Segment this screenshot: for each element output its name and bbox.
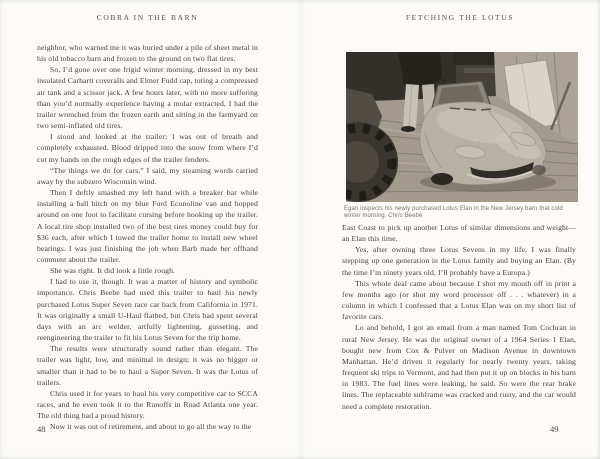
paragraph: East Coast to pick up another Lotus of similar dimensions and weight—an Elan this time. <box>342 223 576 244</box>
paragraph: Yes, after owning three Lotus Sevens in my life, I was finally stepping up one generation in the Lotus family and buying an Elan. (By the time I’m ninety years old, I’ll probably have a Europa.) <box>342 245 576 277</box>
paragraph: Now it was out of retirement, and about to go all the way to the <box>50 422 252 432</box>
paragraph: “The things we do for cars,” I said, my steaming words carried away by the subzero Wisconsin wind. <box>37 165 258 186</box>
paragraph: I stood and looked at the trailer; I was out of breath and completely exhausted. Blood dripped into the snow from where I’d cut my hands on the rough edges of the trailer fenders. <box>37 132 258 164</box>
page-gutter <box>296 0 306 459</box>
left-page-number: 48 <box>37 424 46 434</box>
paragraph: I had to use it, though. It was a matter of history and symbolic importance. Chris Beebe had used this trailer to haul his newly purchased Lotus Super Seven race car back from California in 1971. It was originally a small U-Haul flatbed, but Chris had spent several days with an arc welder, artfully lightening, gusseting, and reengineering the trailer to fit his Lotus Seven for the trip home. <box>37 277 258 343</box>
paragraph: Then I deftly smashed my left hand with a breaker bar while installing a ball hitch on my blue Ford Econoline van and hopped around on one foot to facilitate cursing before hooking up the trailer. A local tire shop installed two of the best tires money could buy for $36 each, after which I towed the trailer home to install new wheel bearings. I was just finishing the job when Barb made her offhand comment about the trailer. <box>37 188 258 264</box>
paragraph: Chris used it for years to haul his very competitive car to SCCA races, and he even took it to the Runoffs in Road Atlanta one year. The old thing had a proud history. <box>37 388 258 421</box>
right-page-number: 49 <box>550 424 559 434</box>
photo-caption <box>344 206 580 220</box>
caption-credit: Chris Beebe <box>388 213 423 219</box>
caption-text: Egan inspects his newly purchased Lotus Elan in the New Jersey barn that cold winter morning. <box>344 206 563 219</box>
left-page-text <box>37 42 258 432</box>
paragraph: So, I’d gone over one frigid winter morning, dressed in my best insulated Carhartt coveralls and Elmer Fudd cap, toting a compressed air tank and a scissor jack. A few hours later, with no more suffering than you’d normally experience having a molar extracted, I had the trailer wrenched from the frozen earth and sitting in the farmyard on two semi-inflated old tires. <box>37 65 258 131</box>
paragraph: This whole deal came about because I shot my mouth off in print a few months ago (or shot my word processor off . . . whatever) in a column in which I confessed that a Lotus Elan was on my short list of favorite cars. <box>342 278 576 322</box>
paragraph: Lo and behold, I got an email from a man named Tom Cochran in rural New Jersey. He was the original owner of a 1964 Series 1 Elan, bought new from Cox & Pulver on Madison Avenue in downtown Manhattan. He’d driven it regularly for nearly twenty years, taking frequent ski trips to Vermont, and had then put it up on blocks in his barn in 1983. The fuel lines were leaking, he said. So were the rear brake lines. The replaceable subframe was cracked and rusty, and the car would need a complete restoration. <box>342 323 576 411</box>
right-page-text <box>342 222 576 412</box>
paragraph: The results were structurally sound rather than elegant. The trailer was light, low, and minimal in design; it was no bigger or smaller than it had to be to haul a Super Seven. It was the Lotus of trailers. <box>37 344 258 387</box>
paragraph: neighbor, who warned me it was buried under a pile of sheet metal in his old tobacco barn and frozen to the ground on two flat tires. <box>37 43 258 64</box>
paragraph: She was right. It did look a little rough. <box>50 266 176 276</box>
left-running-head: COBRA IN THE BARN <box>96 13 199 22</box>
barn-photo-illustration <box>346 52 578 202</box>
right-running-head: FETCHING THE LOTUS <box>405 13 515 22</box>
barn-photo <box>346 52 578 202</box>
front-wheel <box>431 173 453 185</box>
